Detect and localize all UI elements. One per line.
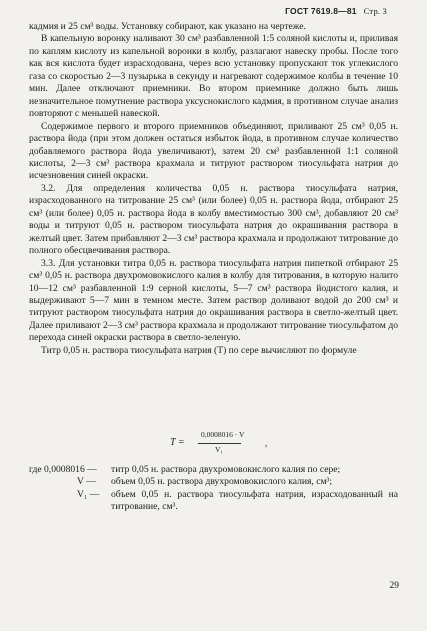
paragraph-3-2: 3.2. Для определения количества 0,05 н. раствора тиосульфата натрия, израсходованного на титрование 25 см³ (или более) 0,05 н. раствора йода, отбирают 25 см³ (или более) 0,05 н. раствора йода в колбу вместимостью 300 см³, добавляют 20 см³ воды и титруют 0,05 н. раствором тиосульфата натрия до окрашивания раствора в желтый цвет. Затем прибавляют 2—3 см³ раствора крахмала и продолжают титрование до полного обесцвечивания раствора. [29, 182, 398, 257]
definition-label: V₁ — [77, 488, 100, 500]
titre-formula [170, 428, 280, 458]
page-header [285, 6, 387, 16]
paragraph-3-3: 3.3. Для установки титра 0,05 н. раствора тиосульфата натрия пипеткой отбирают 25 см³ 0,05 н. раствора двухромовокислого калия в колбу для титрования, в которую налито 10—12 см³ разбавленной 1:9 серной кислоты, 5—7 см³ раствора йодистого калия, и выдерживают 5—7 мин в темном месте. Затем раствор доливают водой до 200 см³ и титруют раствором тиосульфата натрия до окрашивания раствора в светло-желтый цвет. Далее приливают 2—3 см³ раствора крахмала и продолжают титрование тиосульфатом до перехода синей окраски раствора в светло-зеленую. [29, 257, 398, 344]
formula-definitions [29, 464, 398, 514]
definition-text: объем 0,05 н. раствора двухромовокислого калия, см³; [111, 476, 333, 488]
definition-item [29, 464, 398, 476]
page-number: 29 [389, 581, 399, 591]
fraction-bar [198, 443, 241, 444]
body-text [29, 21, 398, 357]
definition-label: где 0,0008016 — [29, 464, 97, 475]
paragraph-continuation: кадмия и 25 см³ воды. Установку собирают, как указано на чертеже. [29, 21, 306, 32]
definition-item [29, 489, 398, 514]
formula-comma: , [265, 438, 268, 448]
definition-label: V — [77, 476, 96, 488]
page-label: Стр. 3 [363, 6, 387, 16]
definition-item [29, 476, 398, 488]
paragraph-combine: Содержимое первого и второго приемников объединяют, приливают 25 см³ 0,05 н. раствора йода (при этом должен остаться избыток йода, в противном случае количество добавляемого раствора йода увеличивают), затем 20 см³ разбавленной 1:1 соляной кислоты, 2—3 см³ раствора крахмала и титруют раствором тиосульфата натрия до исчезновения синей окраски. [29, 120, 398, 182]
definition-text: титр 0,05 н. раствора двухромовокислого калия по сере; [111, 464, 341, 475]
formula-lhs: T = [170, 437, 185, 448]
formula-numerator: 0,0008016 · V [201, 430, 245, 439]
definition-text: объем 0,05 н. раствора тиосульфата натрия, израсходованный на титрование, см³. [111, 488, 398, 513]
paragraph-procedure: В капельную воронку наливают 30 см³ разбавленной 1:5 соляной кислоты и, приливая по каплям кислоту из капельной воронки в колбу, разлагают навеску пробы. После того как вся кислота будет израсходована, через всю установку пропускают ток углекислого газа со скоростью 2—3 пузырька в секунду и нагревают содержимое колбы в течение 10 мин. Далее отключают приемники. Во втором приемнике должно быть лишь незначительное помутнение раствора уксуснокислого кадмия, в противном случае анализ повторяют с меньшей навеской. [29, 33, 398, 120]
formula-denominator: V₁ [215, 445, 224, 454]
standard-number: ГОСТ 7619.8—81 [285, 6, 357, 16]
paragraph-titre-intro: Титр 0,05 н. раствора тиосульфата натрия (T) по сере вычисляют по формуле [41, 344, 357, 356]
